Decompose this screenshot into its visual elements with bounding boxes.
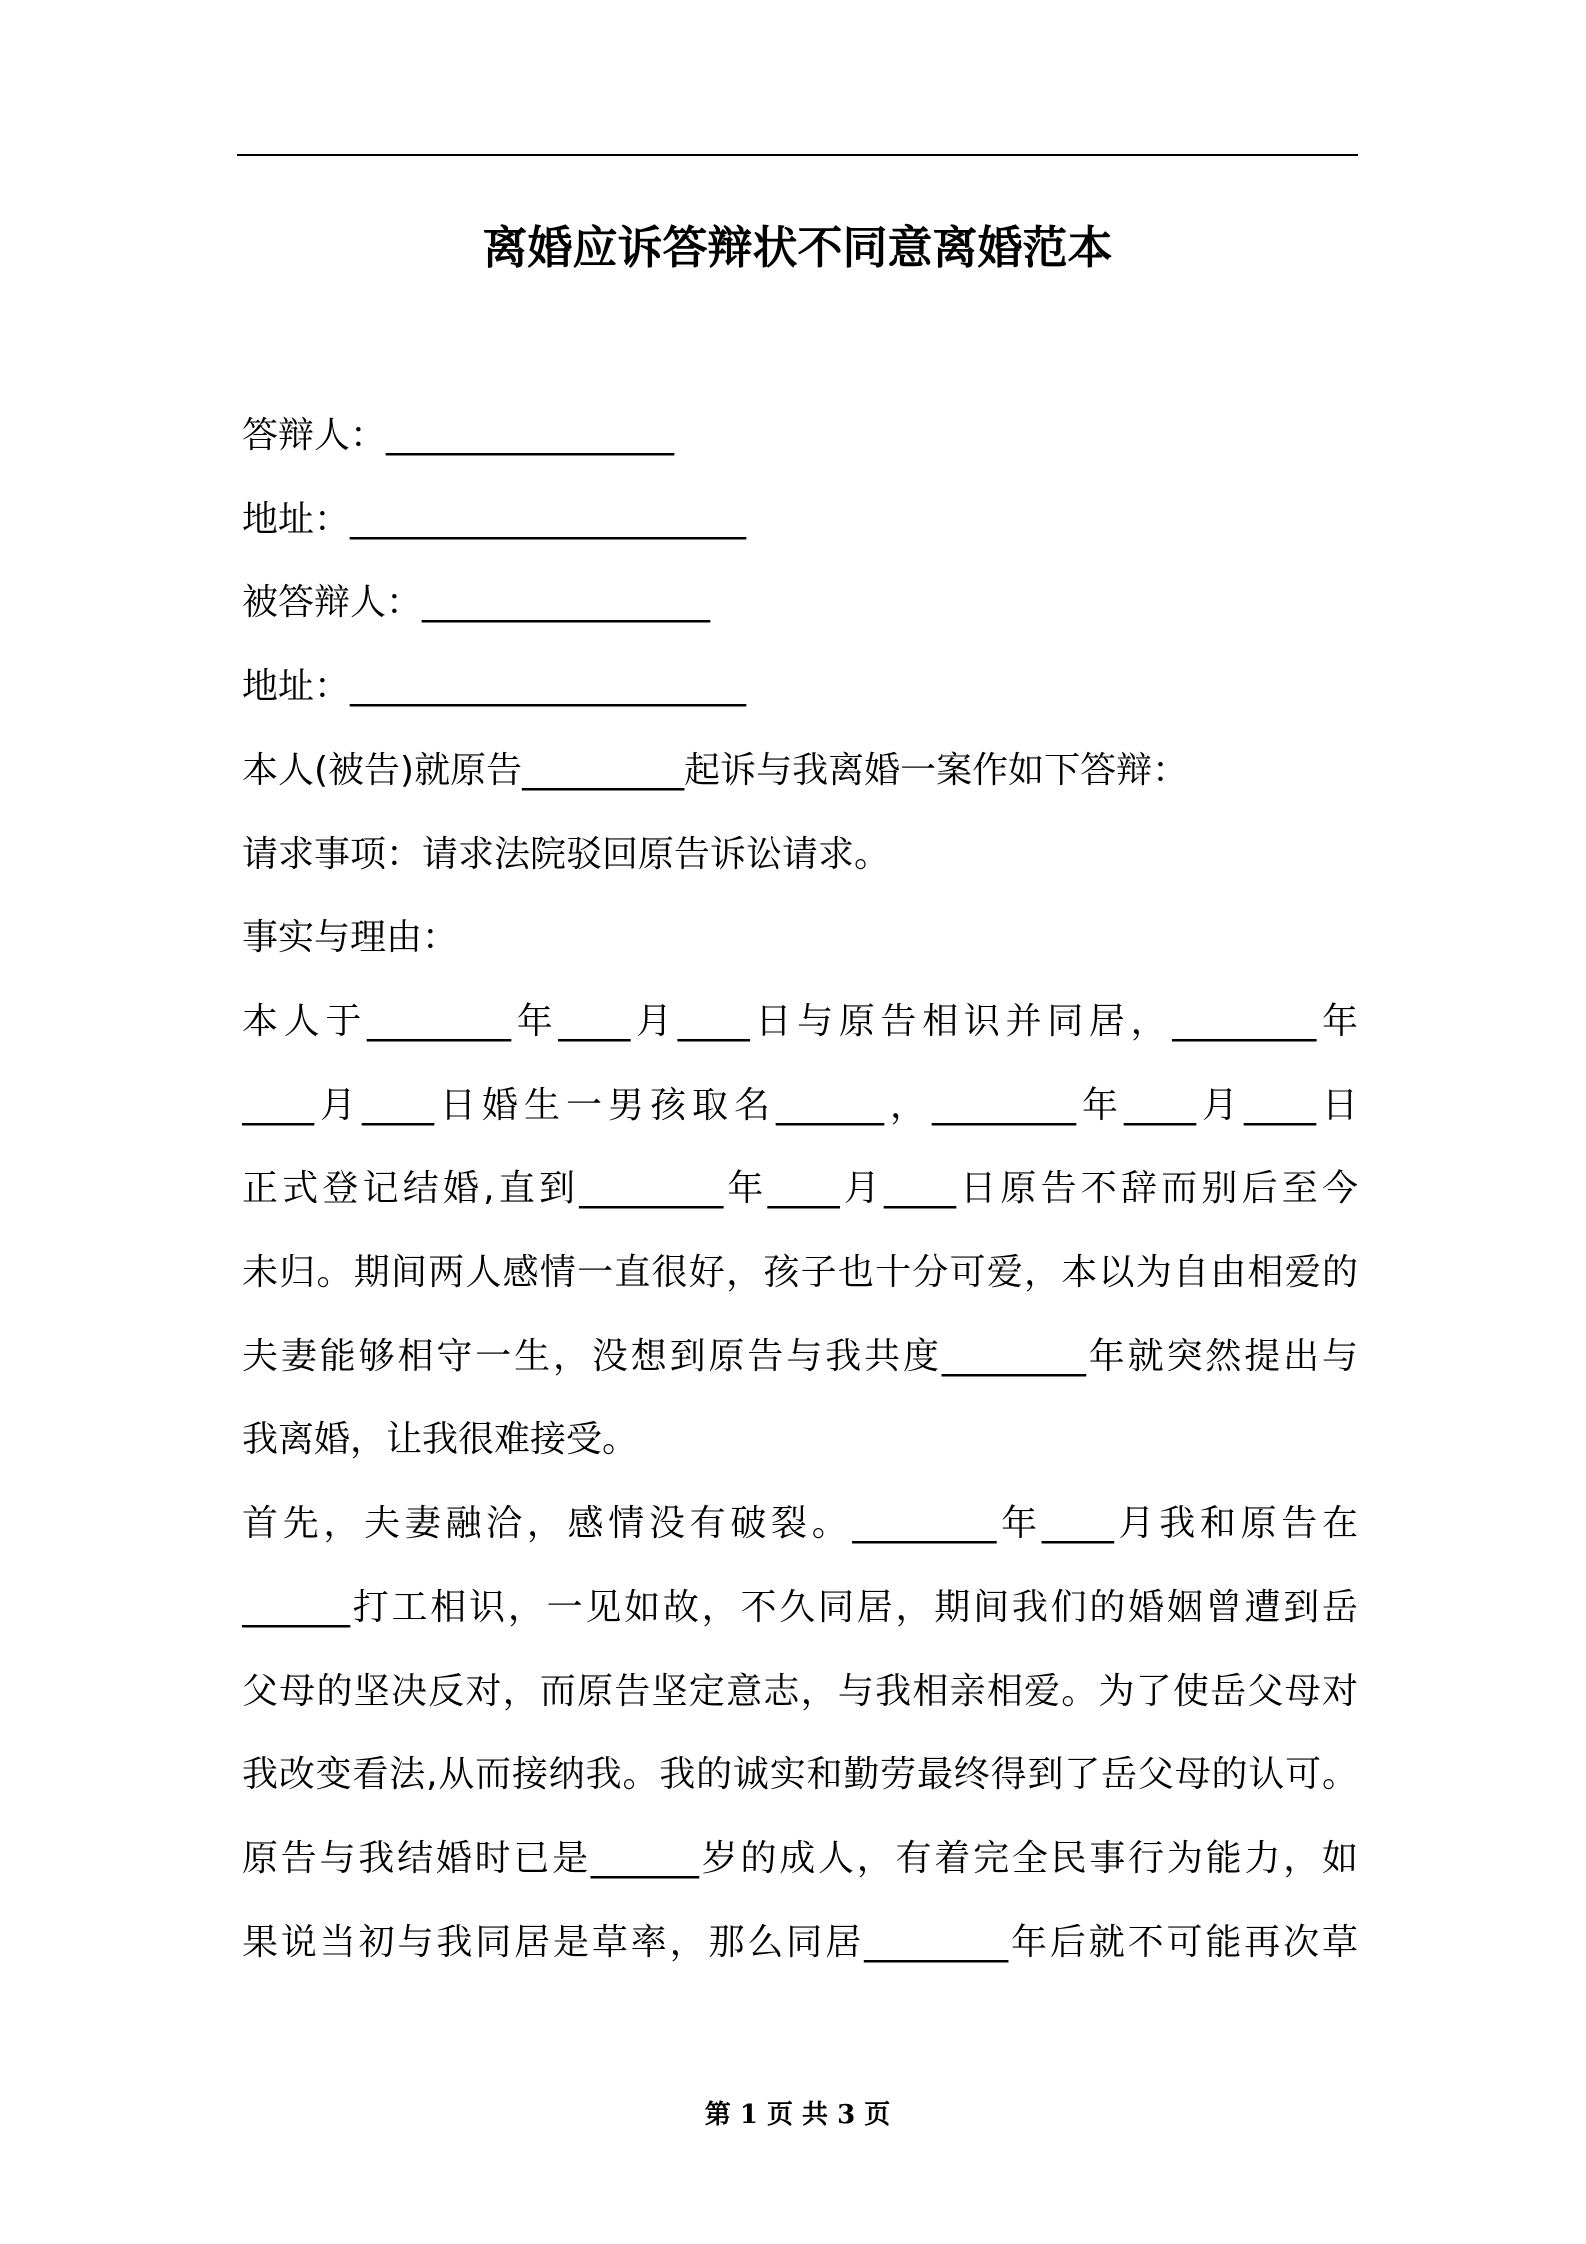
request-line: 请求事项：请求法院驳回原告诉讼请求。	[242, 833, 891, 875]
paragraph-line: 我改变看法,从而接纳我。我的诚实和勤劳最终得到了岳父母的认可。	[242, 1754, 1358, 1796]
paragraph-facts-2	[242, 1482, 1358, 1984]
field-respondent-address: 地址：______________________	[242, 498, 747, 540]
paragraph-line: 夫妻能够相守一生，没想到原告与我共度________年就突然提出与	[242, 1335, 1358, 1377]
paragraph-line: 我离婚，让我很难接受。	[242, 1419, 639, 1461]
paragraph-line: ______打工相识，一见如故，不久同居，期间我们的婚姻曾遭到岳	[242, 1586, 1358, 1628]
document-body	[242, 394, 1358, 1984]
facts-heading: 事实与理由：	[242, 917, 459, 959]
paragraph-line: 首先，夫妻融洽，感情没有破裂。________年____月我和原告在	[242, 1503, 1358, 1545]
intro-line: 本人(被告)就原告_________起诉与我离婚一案作如下答辩：	[242, 749, 1189, 791]
paragraph-line: 未归。期间两人感情一直很好，孩子也十分可爱，本以为自由相爱的	[242, 1252, 1358, 1294]
paragraph-line: 正式登记结婚,直到________年____月____日原告不辞而别后至今	[242, 1168, 1358, 1210]
paragraph-line: ____月____日婚生一男孩取名______，________年____月____日	[242, 1084, 1358, 1126]
paragraph-line: 原告与我结婚时已是______岁的成人，有着完全民事行为能力，如	[242, 1837, 1358, 1879]
paragraph-line: 果说当初与我同居是草率，那么同居________年后就不可能再次草	[242, 1921, 1358, 1963]
page-number-footer: 第 1 页 共 3 页	[704, 2100, 891, 2130]
header-rule	[237, 154, 1358, 156]
document-title: 离婚应诉答辩状不同意离婚范本	[482, 221, 1113, 274]
field-counter-party-address: 地址：______________________	[242, 666, 747, 708]
field-respondent: 答辩人：________________	[242, 415, 675, 456]
paragraph-line: 父母的坚决反对，而原告坚定意志，与我相亲相爱。为了使岳父母对	[242, 1670, 1358, 1712]
paragraph-line: 本人于________年____月____日与原告相识并同居，________年	[242, 1000, 1358, 1042]
paragraph-facts-1	[242, 980, 1358, 1482]
field-counter-party: 被答辩人：________________	[242, 582, 711, 624]
